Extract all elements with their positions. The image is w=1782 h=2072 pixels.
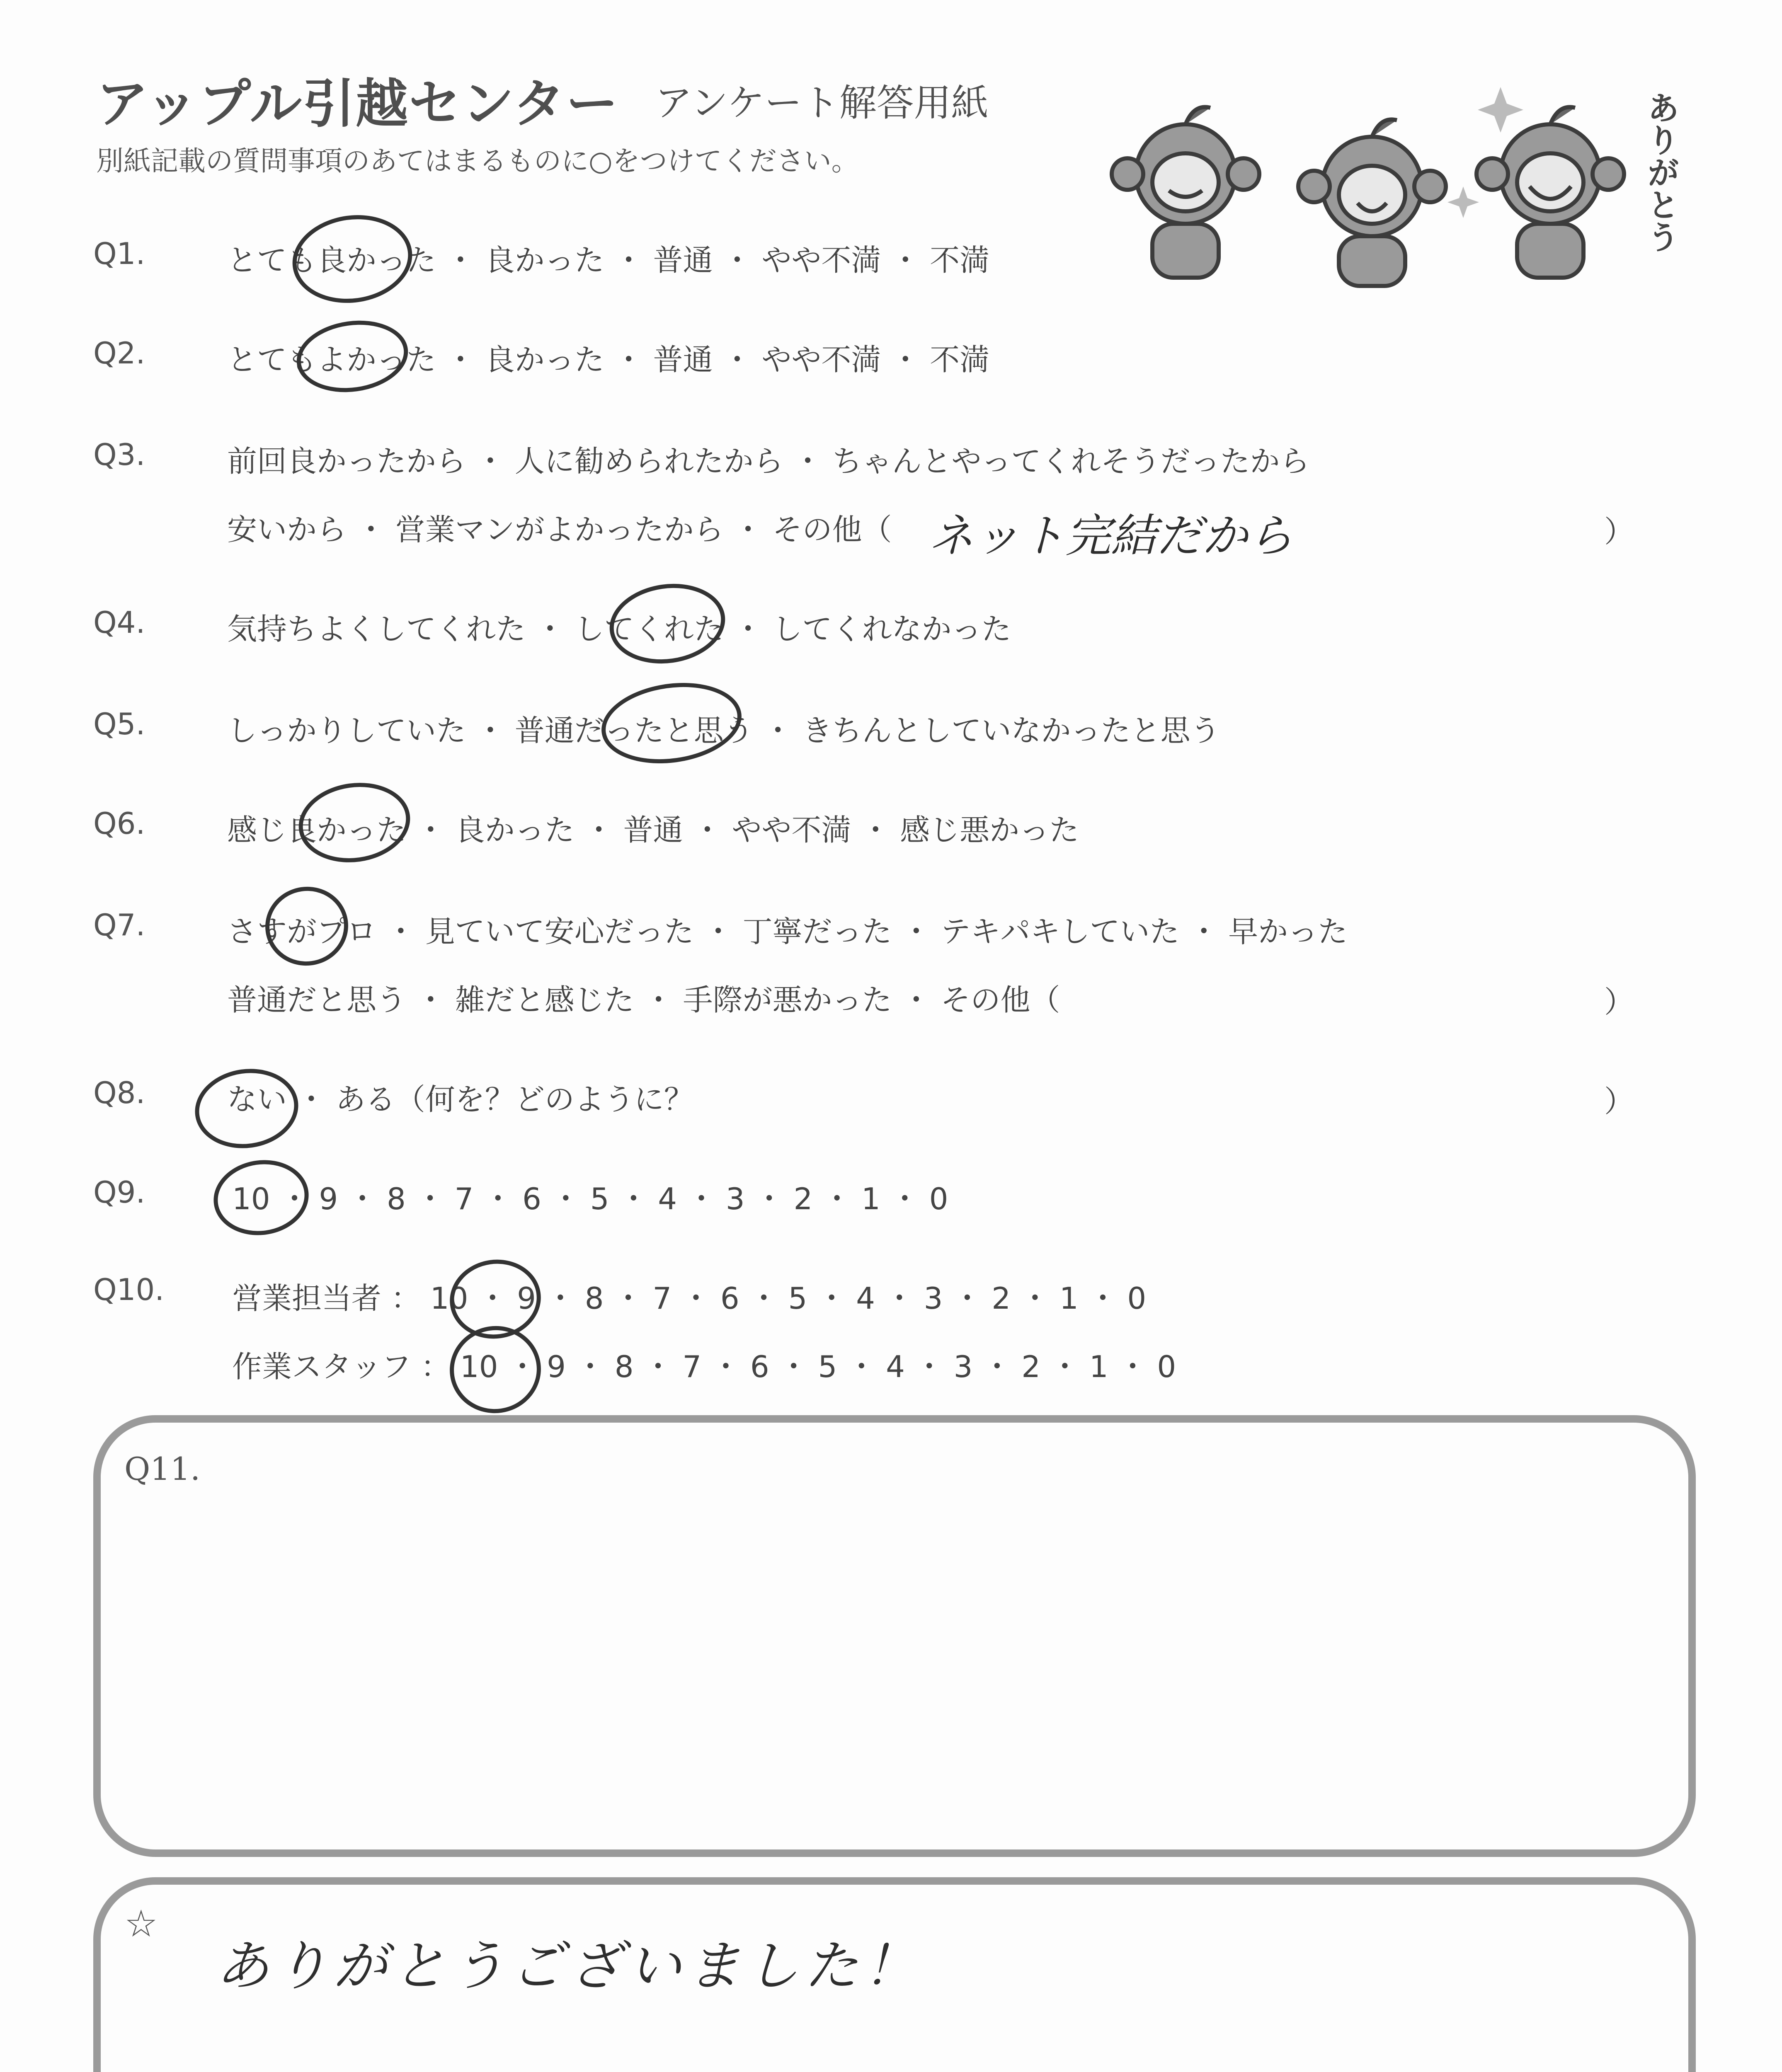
- q3-close-paren: ）: [1604, 514, 1634, 549]
- q4-label: Q4.: [93, 605, 145, 640]
- q4-options: 気持ちよくしてくれた ・ してくれた ・ してくれなかった: [227, 612, 1011, 646]
- q7-close-paren: ）: [1604, 985, 1634, 1019]
- answer-circle: [260, 881, 353, 971]
- q9-label: Q9.: [93, 1175, 145, 1210]
- q3-options-line2: 安いから ・ 営業マンがよかったから ・ その他（: [227, 512, 892, 547]
- star-icon: ☆: [124, 1902, 158, 1946]
- q3-other-handwritten: ネット完結だから: [929, 509, 1293, 562]
- q5-label: Q5.: [93, 707, 145, 741]
- q1-label: Q1.: [93, 236, 145, 271]
- q9-scale: 10 ・ 9 ・ 8 ・ 7 ・ 6 ・ 5 ・ 4 ・ 3 ・ 2 ・ 1 ・ 0: [232, 1181, 948, 1216]
- answer-circle: [604, 576, 730, 670]
- q6-label: Q6.: [93, 806, 145, 841]
- mascot-caption: ありがとう: [1642, 91, 1679, 253]
- instruction-text: 別紙記載の質問事項のあてはまるものに○をつけてください。: [96, 145, 859, 177]
- q10-staff-scale: 作業スタッフ ： 10 ・ 9 ・ 8 ・ 7 ・ 6 ・ 5 ・ 4 ・ 3 ・ 2 ・ 1 ・ 0: [232, 1349, 1176, 1384]
- q2-options: とてもよかった ・ 良かった ・ 普通 ・ やや不満 ・ 不満: [227, 342, 990, 377]
- answer-circle: [293, 776, 415, 869]
- company-name: アップル引越センター: [96, 73, 619, 134]
- q7-options-line1: さすがプロ ・ 見ていて安心だった ・ 丁寧だった ・ テキパキしていた ・ 早かった: [227, 914, 1348, 949]
- q3-options-line1: 前回良かったから ・ 人に勧められたから ・ ちゃんとやってくれそうだったから: [227, 444, 1310, 479]
- q5-options: しっかりしていた ・ 普通だったと思う ・ きちんとしていなかったと思う: [227, 713, 1220, 748]
- comment-handwritten: ありがとうございました！: [216, 1934, 922, 1997]
- q10-label: Q10.: [93, 1272, 165, 1307]
- answer-circle: [596, 674, 747, 772]
- monkey-mascots-illustration: [1103, 62, 1700, 294]
- q6-options: 感じ良かった ・ 良かった ・ 普通 ・ やや不満 ・ 感じ悪かった: [227, 813, 1079, 847]
- q7-options-line2: 普通だと思う ・ 雑だと感じた ・ 手際が悪かった ・ その他（: [227, 983, 1060, 1017]
- answer-circle: [209, 1154, 314, 1241]
- q11-label: Q11.: [124, 1450, 201, 1487]
- answer-circle: [292, 314, 412, 399]
- answer-circle: [444, 1320, 546, 1419]
- q11-answer-box: [93, 1415, 1696, 1857]
- q3-label: Q3.: [93, 437, 145, 472]
- q8-close-paren: ）: [1604, 1084, 1634, 1119]
- answer-circle: [287, 208, 418, 310]
- q8-label: Q8.: [93, 1075, 145, 1110]
- q2-label: Q2.: [93, 336, 145, 370]
- q8-options: ない ・ ある（何を？どのように？: [227, 1082, 694, 1117]
- q7-label: Q7.: [93, 908, 145, 942]
- q1-options: とても良かった ・ 良かった ・ 普通 ・ やや不満 ・ 不満: [227, 243, 990, 278]
- q10-sales-scale: 営業担当者 ： 10 ・ 9 ・ 8 ・ 7 ・ 6 ・ 5 ・ 4 ・ 3 ・ 2 ・ 1 ・ 0: [232, 1281, 1147, 1316]
- form-title: アンケート解答用紙: [655, 81, 989, 125]
